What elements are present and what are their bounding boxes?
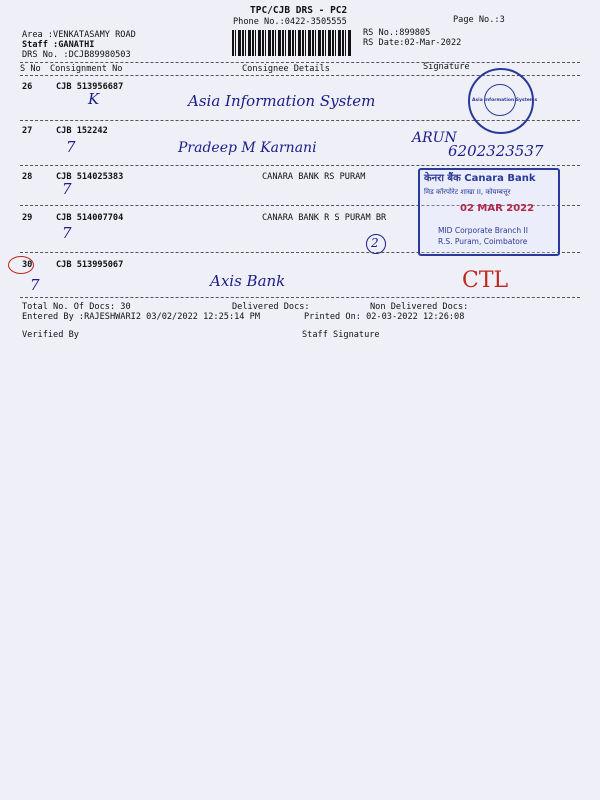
doc-title: TPC/CJB DRS - PC2	[250, 5, 348, 16]
entered-by: Entered By :RAJESHWARI2 03/02/2022 12:25:14 PM	[22, 312, 260, 322]
area-label: Area :VENKATASAMY ROAD	[22, 30, 136, 40]
verified-by: Verified By	[22, 330, 79, 340]
row-29-sno: 29	[22, 213, 33, 223]
row-29-consignment: CJB 514007704	[56, 213, 124, 223]
row-28-consignment: CJB 514025383	[56, 172, 124, 182]
drs-number: DRS No. :DCJB89980503	[22, 50, 131, 60]
row-30-sno: 30	[22, 260, 33, 270]
total-docs: Total No. Of Docs: 30	[22, 302, 131, 312]
stamp-date: 02 MAR 2022	[460, 203, 535, 214]
row-27-sno: 27	[22, 126, 33, 136]
delivered-docs: Delivered Docs:	[232, 302, 310, 312]
col-consignment: Consignment No	[50, 64, 123, 74]
row-28-sno: 28	[22, 172, 33, 182]
row-27-consignment: CJB 152242	[56, 126, 108, 136]
staff-signature: Staff Signature	[302, 330, 380, 340]
row-27-initial: 7	[66, 138, 76, 156]
barcode	[232, 30, 352, 56]
row-26-initial: K	[88, 90, 100, 108]
phone-number: Phone No.:0422-3505555	[233, 17, 347, 27]
printed-on: Printed On: 02-03-2022 12:26:08	[304, 312, 465, 322]
row-29-consignee: CANARA BANK R S PURAM BR	[262, 213, 387, 223]
col-signature: Signature	[423, 62, 470, 72]
row-30-hand-note: Axis Bank	[210, 272, 286, 290]
row-rule	[20, 165, 580, 166]
row-26-sno: 26	[22, 82, 33, 92]
stamp-bank: केनरा बैंक Canara Bank	[424, 173, 536, 184]
stamp-branch: MID Corporate Branch II	[438, 226, 528, 235]
seal-text: Asia Information Systems	[472, 98, 538, 103]
row-26-consignment: CJB 513956687	[56, 82, 124, 92]
row-26-hand-note: Asia Information System	[188, 92, 376, 110]
stamp-line2: मिड कॉरपोरेट शाखा II, कोयम्बत्तूर	[424, 188, 511, 196]
row-27-signature-phone: 6202323537	[448, 142, 544, 160]
staff-label: Staff :GANATHI	[22, 40, 95, 50]
row-rule	[20, 297, 580, 298]
row-29-circled-mark: 2	[371, 236, 379, 250]
row-30-consignment: CJB 513995067	[56, 260, 124, 270]
row-28-initial: 7	[62, 180, 72, 198]
rs-date: RS Date:02-Mar-2022	[363, 38, 462, 48]
company-seal	[468, 68, 538, 134]
circled-mark	[366, 234, 386, 254]
page-number: Page No.:3	[453, 15, 505, 25]
non-delivered-docs: Non Delivered Docs:	[370, 302, 469, 312]
row-30-signature: CTL	[462, 268, 509, 293]
row-27-signature-name: ARUN	[412, 130, 457, 146]
rs-number: RS No.:899805	[363, 28, 431, 38]
header-rule-top	[20, 62, 580, 63]
stamp-city: R.S. Puram, Coimbatore	[438, 237, 528, 246]
row-29-initial: 7	[62, 224, 72, 242]
row-27-hand-note: Pradeep M Karnani	[178, 140, 317, 156]
col-consignee: Consignee Details	[242, 64, 330, 74]
col-sno: S No	[20, 64, 41, 74]
row-30-initial: 7	[30, 276, 40, 294]
canara-bank-stamp	[418, 168, 560, 256]
row-28-consignee: CANARA BANK RS PURAM	[262, 172, 366, 182]
